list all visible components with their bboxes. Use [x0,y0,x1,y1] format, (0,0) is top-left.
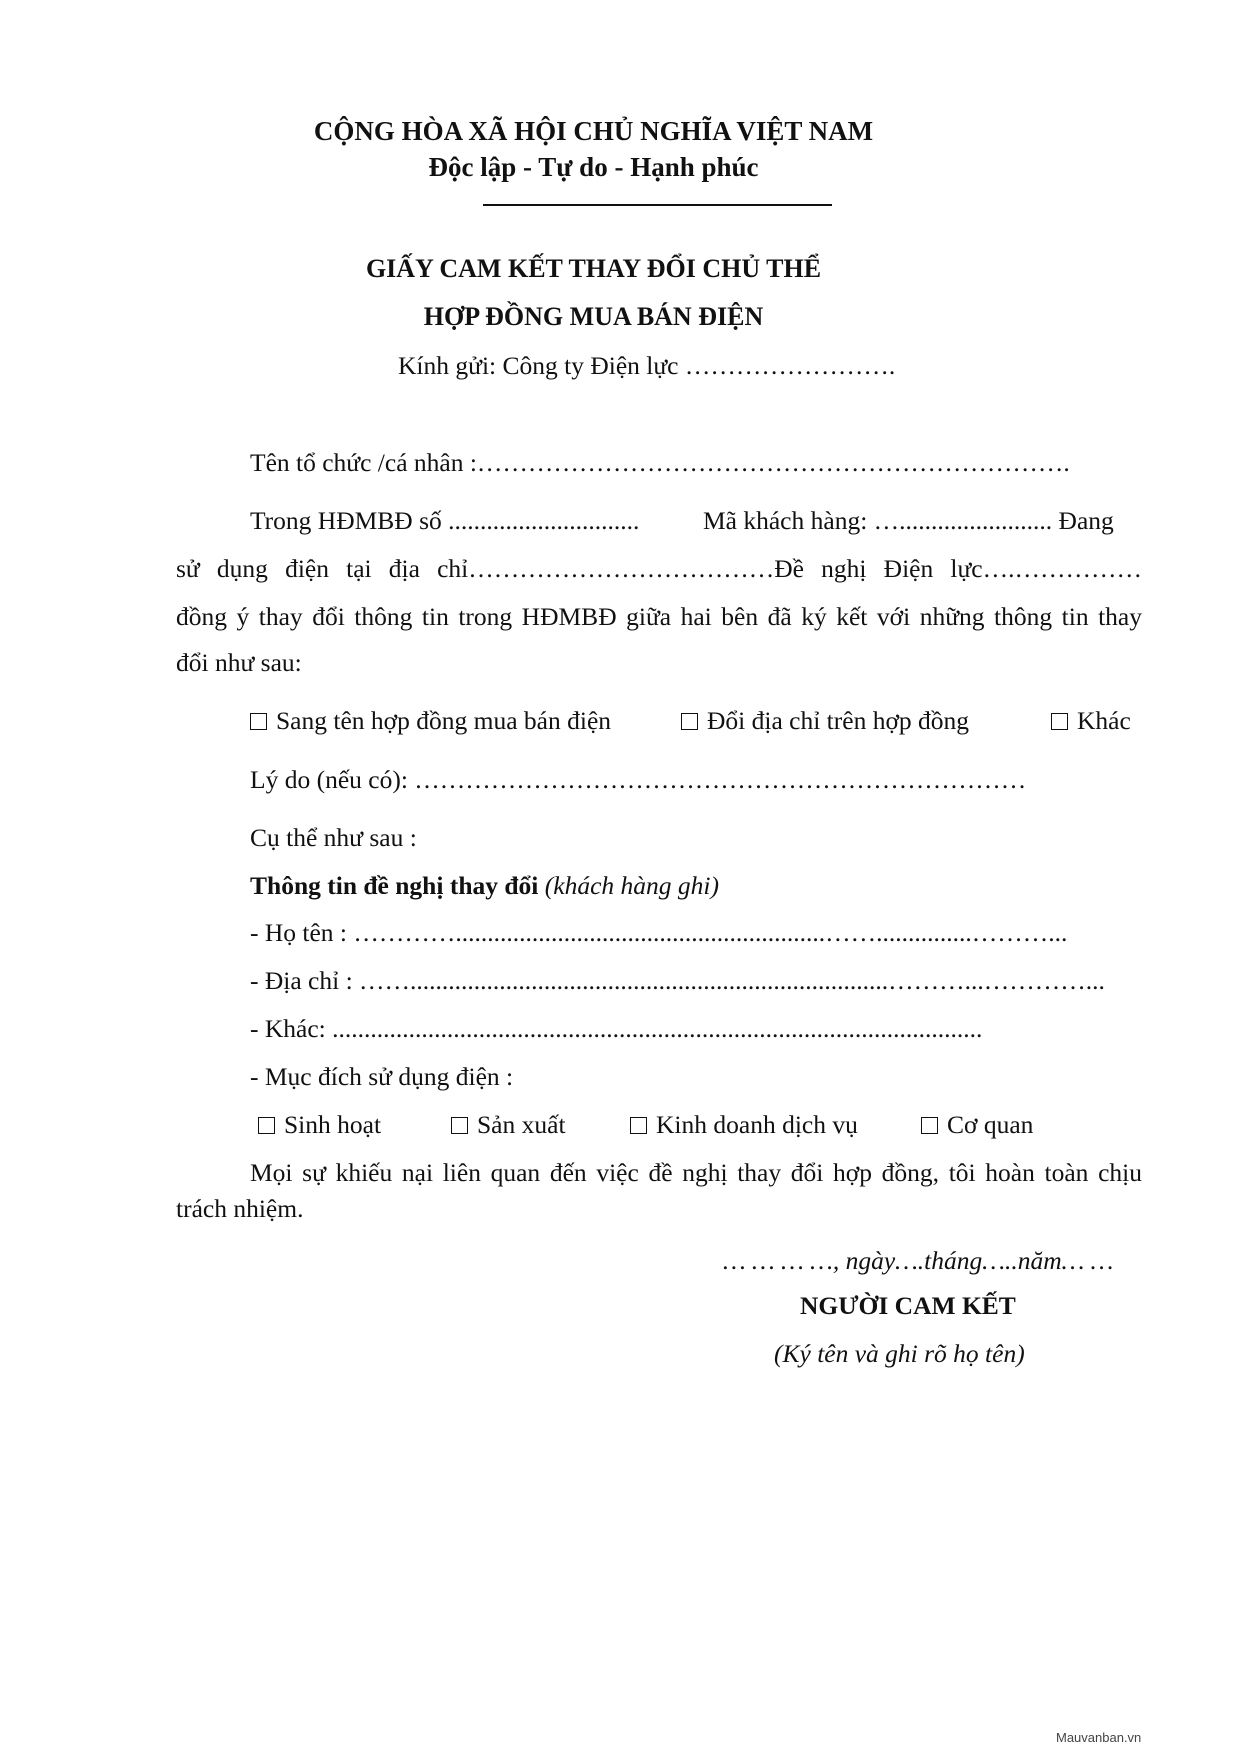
checkbox-icon[interactable] [681,713,698,730]
document-title-line1: GIẤY CAM KẾT THAY ĐỔI CHỦ THỂ [365,254,822,283]
agreement-line: đồng ý thay đổi thông tin trong HĐMBĐ giữa hai bên đã ký kết với những thông tin thay [176,602,1142,631]
purpose-residential[interactable]: Sinh hoạt [258,1110,381,1140]
watermark: Mauvanban.vn [1056,1730,1142,1745]
national-title: CỘNG HÒA XÃ HỘI CHỦ NGHĨA VIỆT NAM [313,116,874,146]
signature-instruction: (Ký tên và ghi rõ họ tên) [774,1339,1025,1368]
other-field: - Khác: ...................................................................................................... [250,1014,983,1043]
customer-code-field: Mã khách hàng: …........................ Đang [703,506,1114,535]
contract-number-field: Trong HĐMBĐ số .............................. [250,506,640,535]
checkbox-icon[interactable] [258,1117,275,1134]
closing-line: Mọi sự khiếu nại liên quan đến việc đề nghị thay đổi hợp đồng, tôi hoàn toàn chịu [250,1158,1142,1187]
date-line: … … … …, ngày….tháng…..năm… … [723,1246,1114,1275]
recipient-line: Kính gửi: Công ty Điện lực ……………………. [398,351,896,380]
org-name-field: Tên tổ chức /cá nhân :……………………………………………………………. [250,448,1070,477]
purpose-business[interactable]: Kinh doanh dịch vụ [630,1110,858,1140]
checkbox-icon[interactable] [1051,713,1068,730]
motto-underline [483,204,832,206]
checkbox-icon[interactable] [250,713,267,730]
address-request-line: sử dụng điện tại địa chỉ………………………………Đề nghị Điện lực….…………… [176,554,1142,583]
document-title-line2: HỢP ĐỒNG MUA BÁN ĐIỆN [423,302,764,331]
option-transfer-name[interactable]: Sang tên hợp đồng mua bán điện [250,706,611,736]
reason-field: Lý do (nếu có): ……………………………………………………………… [250,765,1027,794]
checkbox-icon[interactable] [921,1117,938,1134]
purpose-label: - Mục đích sử dụng điện : [250,1062,514,1091]
checkbox-icon[interactable] [630,1117,647,1134]
address-field: - Địa chỉ : ……...........................................................................………...…………... [250,966,1105,995]
motto: Độc lập - Tự do - Hạnh phúc [428,152,759,182]
info-heading: Thông tin đề nghị thay đổi (khách hàng ghi) [250,871,719,900]
option-other[interactable]: Khác [1051,706,1131,736]
purpose-agency[interactable]: Cơ quan [921,1110,1033,1140]
details-intro: Cụ thể như sau : [250,823,417,852]
signer-title: NGƯỜI CAM KẾT [800,1291,1016,1320]
name-field: - Họ tên : …………..........................................................……...............………... [250,918,1068,947]
option-change-address[interactable]: Đổi địa chỉ trên hợp đồng [681,706,969,736]
purpose-production[interactable]: Sản xuất [451,1110,566,1140]
closing-line-end: trách nhiệm. [176,1194,304,1223]
agreement-line-end: đổi như sau: [176,648,302,677]
checkbox-icon[interactable] [451,1117,468,1134]
